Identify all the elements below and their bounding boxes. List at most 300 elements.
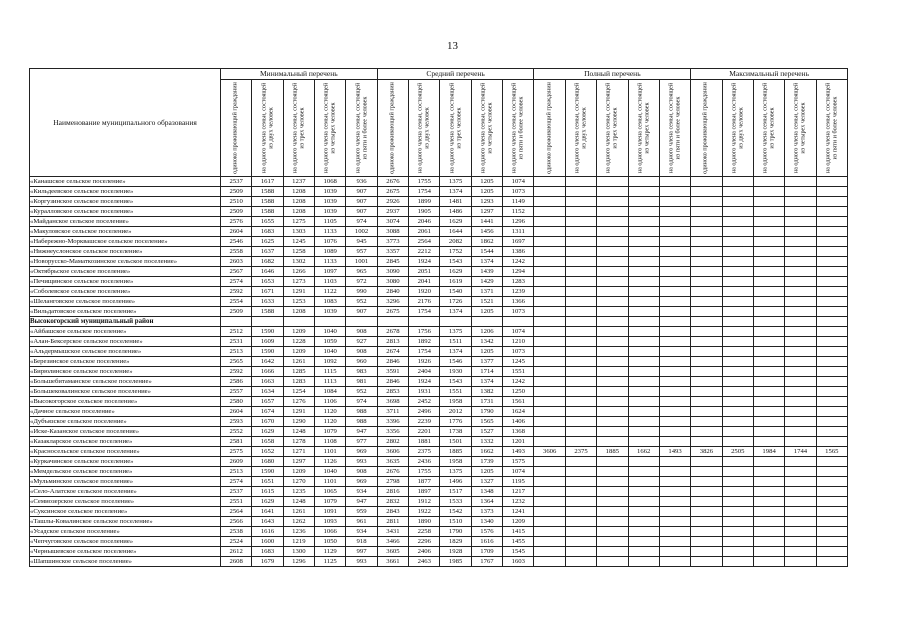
value-cell bbox=[785, 477, 816, 487]
value-cell bbox=[565, 437, 596, 447]
value-cell: 1205 bbox=[471, 177, 502, 187]
value-cell: 1931 bbox=[409, 387, 440, 397]
value-cell bbox=[659, 417, 690, 427]
value-cell: 1754 bbox=[409, 187, 440, 197]
subcolumn-header bbox=[221, 80, 252, 177]
value-cell bbox=[565, 537, 596, 547]
value-cell: 1375 bbox=[440, 467, 471, 477]
group-header: Средний перечень bbox=[377, 69, 534, 80]
value-cell: 2041 bbox=[409, 277, 440, 287]
value-cell: 1415 bbox=[503, 527, 534, 537]
value-cell: 1039 bbox=[315, 197, 346, 207]
value-cell bbox=[816, 257, 847, 267]
value-cell bbox=[565, 517, 596, 527]
subcolumn-label: на одного члена семьи, состоящей из двух человек bbox=[259, 82, 274, 174]
municipality-name: «Казакларское сельское поселение» bbox=[30, 437, 221, 447]
value-cell: 988 bbox=[346, 407, 377, 417]
value-cell bbox=[628, 257, 659, 267]
value-cell: 1239 bbox=[503, 287, 534, 297]
value-cell bbox=[785, 187, 816, 197]
value-cell: 2604 bbox=[221, 227, 252, 237]
value-cell bbox=[753, 537, 784, 547]
value-cell: 1546 bbox=[440, 357, 471, 367]
municipality-name: «Шеланговское сельское поселение» bbox=[30, 297, 221, 307]
value-cell: 1629 bbox=[440, 267, 471, 277]
value-cell bbox=[628, 277, 659, 287]
value-cell bbox=[597, 377, 628, 387]
table-row bbox=[30, 327, 848, 337]
group-header: Максимальный перечень bbox=[691, 69, 848, 80]
value-cell: 1590 bbox=[252, 347, 283, 357]
value-cell bbox=[722, 387, 753, 397]
municipality-name: «Алан-Бексерское сельское поселение» bbox=[30, 337, 221, 347]
value-cell bbox=[691, 547, 722, 557]
value-cell: 2609 bbox=[221, 457, 252, 467]
value-cell bbox=[597, 237, 628, 247]
value-cell bbox=[816, 467, 847, 477]
value-cell bbox=[722, 547, 753, 557]
value-cell: 1615 bbox=[252, 487, 283, 497]
municipality-name: Высокогорский муниципальный район bbox=[30, 317, 221, 327]
table-row bbox=[30, 337, 848, 347]
value-cell bbox=[597, 247, 628, 257]
value-cell: 3356 bbox=[377, 427, 408, 437]
value-cell: 1374 bbox=[440, 347, 471, 357]
value-cell bbox=[691, 257, 722, 267]
value-cell bbox=[659, 487, 690, 497]
value-cell: 1266 bbox=[283, 267, 314, 277]
value-cell bbox=[597, 297, 628, 307]
table-row bbox=[30, 467, 848, 477]
value-cell: 2510 bbox=[221, 197, 252, 207]
value-cell: 2452 bbox=[409, 397, 440, 407]
value-cell bbox=[597, 327, 628, 337]
value-cell: 1108 bbox=[315, 437, 346, 447]
value-cell bbox=[722, 397, 753, 407]
value-cell bbox=[816, 187, 847, 197]
value-cell: 1261 bbox=[283, 507, 314, 517]
value-cell bbox=[816, 177, 847, 187]
value-cell bbox=[534, 257, 565, 267]
value-cell: 3826 bbox=[691, 447, 722, 457]
table-row bbox=[30, 297, 848, 307]
value-cell: 1928 bbox=[440, 547, 471, 557]
value-cell: 1755 bbox=[409, 177, 440, 187]
value-cell: 1371 bbox=[471, 287, 502, 297]
value-cell bbox=[753, 557, 784, 567]
value-cell bbox=[785, 267, 816, 277]
table-row bbox=[30, 457, 848, 467]
value-cell bbox=[534, 507, 565, 517]
value-cell: 2843 bbox=[377, 507, 408, 517]
value-cell: 1373 bbox=[471, 507, 502, 517]
value-cell: 1496 bbox=[440, 477, 471, 487]
subcolumn-header bbox=[283, 80, 314, 177]
value-cell: 2463 bbox=[409, 557, 440, 567]
value-cell: 927 bbox=[346, 337, 377, 347]
municipality-name: «Коргузинское сельское поселение» bbox=[30, 197, 221, 207]
value-cell bbox=[597, 527, 628, 537]
value-cell bbox=[597, 397, 628, 407]
value-cell bbox=[753, 307, 784, 317]
value-cell: 1682 bbox=[252, 257, 283, 267]
value-cell bbox=[816, 477, 847, 487]
value-cell bbox=[753, 207, 784, 217]
value-cell: 1958 bbox=[440, 457, 471, 467]
value-cell: 1926 bbox=[409, 357, 440, 367]
value-cell bbox=[722, 297, 753, 307]
value-cell bbox=[534, 387, 565, 397]
value-cell bbox=[628, 557, 659, 567]
value-cell bbox=[534, 467, 565, 477]
value-cell bbox=[722, 427, 753, 437]
value-cell: 2496 bbox=[409, 407, 440, 417]
value-cell bbox=[565, 547, 596, 557]
value-cell bbox=[534, 297, 565, 307]
value-cell: 1653 bbox=[252, 277, 283, 287]
value-cell: 1985 bbox=[440, 557, 471, 567]
value-cell: 1129 bbox=[315, 547, 346, 557]
value-cell bbox=[565, 407, 596, 417]
value-cell: 2575 bbox=[221, 447, 252, 457]
value-cell: 2926 bbox=[377, 197, 408, 207]
value-cell bbox=[722, 507, 753, 517]
value-cell: 1633 bbox=[252, 297, 283, 307]
municipality-name: «Чернышевское сельское поселение» bbox=[30, 547, 221, 557]
value-cell: 3090 bbox=[377, 267, 408, 277]
value-cell bbox=[597, 357, 628, 367]
municipality-name: «Соболевское сельское поселение» bbox=[30, 287, 221, 297]
value-cell: 1590 bbox=[252, 327, 283, 337]
value-cell: 1293 bbox=[471, 197, 502, 207]
value-cell bbox=[597, 177, 628, 187]
value-cell bbox=[785, 237, 816, 247]
value-cell bbox=[753, 467, 784, 477]
value-cell bbox=[722, 457, 753, 467]
value-cell bbox=[785, 437, 816, 447]
value-cell bbox=[221, 317, 252, 327]
value-cell bbox=[659, 277, 690, 287]
value-cell bbox=[722, 517, 753, 527]
value-cell bbox=[659, 397, 690, 407]
value-cell bbox=[816, 427, 847, 437]
value-cell bbox=[659, 267, 690, 277]
value-cell: 1253 bbox=[283, 297, 314, 307]
value-cell: 1248 bbox=[283, 497, 314, 507]
value-cell bbox=[597, 517, 628, 527]
value-cell bbox=[659, 437, 690, 447]
table-row bbox=[30, 197, 848, 207]
value-cell: 1276 bbox=[283, 397, 314, 407]
value-cell bbox=[785, 517, 816, 527]
value-cell bbox=[785, 197, 816, 207]
value-cell: 1275 bbox=[283, 217, 314, 227]
value-cell bbox=[691, 237, 722, 247]
value-cell: 1209 bbox=[283, 347, 314, 357]
value-cell: 1089 bbox=[315, 247, 346, 257]
value-cell bbox=[659, 317, 690, 327]
group-header: Минимальный перечень bbox=[221, 69, 378, 80]
value-cell: 1739 bbox=[471, 457, 502, 467]
value-cell bbox=[816, 327, 847, 337]
value-cell: 969 bbox=[346, 447, 377, 457]
municipality-name: «Дачное сельское поселение» bbox=[30, 407, 221, 417]
value-cell: 2846 bbox=[377, 377, 408, 387]
value-cell: 960 bbox=[346, 357, 377, 367]
value-cell: 1754 bbox=[409, 307, 440, 317]
value-cell: 1050 bbox=[315, 537, 346, 547]
value-cell bbox=[753, 517, 784, 527]
value-cell bbox=[785, 357, 816, 367]
subcolumn-header bbox=[315, 80, 346, 177]
value-cell bbox=[722, 317, 753, 327]
value-cell bbox=[628, 307, 659, 317]
value-cell: 1551 bbox=[440, 387, 471, 397]
value-cell: 1543 bbox=[440, 377, 471, 387]
value-cell bbox=[565, 187, 596, 197]
value-cell bbox=[565, 327, 596, 337]
value-cell bbox=[816, 267, 847, 277]
value-cell bbox=[816, 497, 847, 507]
value-cell: 907 bbox=[346, 187, 377, 197]
value-cell bbox=[691, 337, 722, 347]
value-cell: 1493 bbox=[503, 447, 534, 457]
value-cell: 3088 bbox=[377, 227, 408, 237]
value-cell bbox=[691, 537, 722, 547]
value-cell: 1208 bbox=[283, 187, 314, 197]
value-cell bbox=[753, 227, 784, 237]
value-cell: 1726 bbox=[440, 297, 471, 307]
value-cell: 990 bbox=[346, 287, 377, 297]
value-cell: 2436 bbox=[409, 457, 440, 467]
subcolumn-header bbox=[659, 80, 690, 177]
value-cell bbox=[659, 357, 690, 367]
value-cell: 1368 bbox=[503, 427, 534, 437]
value-cell bbox=[534, 397, 565, 407]
value-cell: 1106 bbox=[315, 397, 346, 407]
subcolumn-header bbox=[503, 80, 534, 177]
value-cell: 2524 bbox=[221, 537, 252, 547]
value-cell: 1091 bbox=[315, 507, 346, 517]
value-cell: 972 bbox=[346, 277, 377, 287]
value-cell bbox=[597, 547, 628, 557]
value-cell bbox=[816, 457, 847, 467]
value-cell: 2012 bbox=[440, 407, 471, 417]
value-cell bbox=[597, 267, 628, 277]
table-row bbox=[30, 237, 848, 247]
value-cell: 1245 bbox=[283, 237, 314, 247]
value-cell: 2576 bbox=[221, 217, 252, 227]
value-cell: 997 bbox=[346, 547, 377, 557]
value-cell: 1125 bbox=[315, 557, 346, 567]
value-cell: 1101 bbox=[315, 477, 346, 487]
value-cell: 1540 bbox=[440, 287, 471, 297]
value-cell: 2586 bbox=[221, 377, 252, 387]
value-cell bbox=[534, 437, 565, 447]
value-cell: 2375 bbox=[409, 447, 440, 457]
value-cell bbox=[785, 467, 816, 477]
value-cell: 1629 bbox=[252, 497, 283, 507]
value-cell: 1374 bbox=[471, 257, 502, 267]
value-cell: 1209 bbox=[503, 517, 534, 527]
value-cell: 1248 bbox=[283, 427, 314, 437]
value-cell: 2604 bbox=[221, 407, 252, 417]
value-cell bbox=[534, 287, 565, 297]
value-cell: 2513 bbox=[221, 347, 252, 357]
subcolumn-label: на одного члена семьи, состоящей из пяти и более человек bbox=[667, 82, 682, 174]
table-row bbox=[30, 527, 848, 537]
subcolumn-label: на одного члена семьи, состоящей из трех человек bbox=[448, 82, 462, 174]
value-cell: 1958 bbox=[440, 397, 471, 407]
value-cell bbox=[597, 417, 628, 427]
value-cell bbox=[597, 187, 628, 197]
value-cell bbox=[565, 417, 596, 427]
value-cell bbox=[534, 227, 565, 237]
subcolumn-header bbox=[628, 80, 659, 177]
table-row bbox=[30, 277, 848, 287]
value-cell: 1374 bbox=[440, 187, 471, 197]
value-cell bbox=[565, 467, 596, 477]
value-cell bbox=[565, 377, 596, 387]
value-cell: 1658 bbox=[252, 437, 283, 447]
value-cell: 1565 bbox=[816, 447, 847, 457]
value-cell: 1073 bbox=[503, 187, 534, 197]
subcolumn-header bbox=[816, 80, 847, 177]
value-cell: 1283 bbox=[503, 277, 534, 287]
value-cell bbox=[659, 457, 690, 467]
value-cell: 1258 bbox=[283, 247, 314, 257]
value-cell: 1083 bbox=[315, 297, 346, 307]
value-cell: 2404 bbox=[409, 367, 440, 377]
value-cell bbox=[659, 477, 690, 487]
value-cell: 1616 bbox=[252, 527, 283, 537]
subcolumn-label: на одного члена семьи, состоящей из четырех человек bbox=[479, 82, 493, 174]
value-cell bbox=[628, 397, 659, 407]
value-cell: 2678 bbox=[377, 327, 408, 337]
value-cell: 2816 bbox=[377, 487, 408, 497]
value-cell: 3698 bbox=[377, 397, 408, 407]
value-cell bbox=[659, 517, 690, 527]
subcolumn-header bbox=[377, 80, 408, 177]
value-cell: 1375 bbox=[440, 177, 471, 187]
value-cell bbox=[722, 267, 753, 277]
value-cell: 2509 bbox=[221, 207, 252, 217]
value-cell bbox=[565, 397, 596, 407]
value-cell: 907 bbox=[346, 197, 377, 207]
value-cell: 2608 bbox=[221, 557, 252, 567]
value-cell: 988 bbox=[346, 417, 377, 427]
subcolumn-label: одиноко проживающий гражданин bbox=[702, 82, 710, 174]
subcolumn-header bbox=[409, 80, 440, 177]
value-cell: 1755 bbox=[409, 467, 440, 477]
value-cell bbox=[565, 347, 596, 357]
value-cell: 2375 bbox=[565, 447, 596, 457]
value-cell bbox=[534, 307, 565, 317]
value-cell: 1073 bbox=[503, 307, 534, 317]
value-cell: 1481 bbox=[440, 197, 471, 207]
value-cell: 2675 bbox=[377, 307, 408, 317]
value-cell bbox=[816, 487, 847, 497]
value-cell bbox=[628, 487, 659, 497]
value-cell: 1079 bbox=[315, 427, 346, 437]
value-cell: 1209 bbox=[283, 327, 314, 337]
value-cell: 1242 bbox=[503, 377, 534, 387]
value-cell: 1092 bbox=[315, 357, 346, 367]
value-cell: 1575 bbox=[503, 457, 534, 467]
municipality-name: «Новорусско-Маматкозинское сельское поселение» bbox=[30, 257, 221, 267]
value-cell bbox=[691, 227, 722, 237]
value-cell bbox=[534, 347, 565, 357]
subcolumn-label: одиноко проживающий гражданин bbox=[545, 82, 553, 174]
value-cell: 1892 bbox=[409, 337, 440, 347]
value-cell bbox=[753, 427, 784, 437]
value-cell bbox=[534, 317, 565, 327]
value-cell bbox=[816, 317, 847, 327]
value-cell bbox=[753, 267, 784, 277]
value-cell: 3661 bbox=[377, 557, 408, 567]
value-cell bbox=[597, 197, 628, 207]
municipality-name: «Набережно-Морквашское сельское поселение» bbox=[30, 237, 221, 247]
subcolumn-header bbox=[346, 80, 377, 177]
value-cell: 3296 bbox=[377, 297, 408, 307]
municipality-name: «Печищинское сельское поселение» bbox=[30, 277, 221, 287]
value-cell: 1271 bbox=[283, 447, 314, 457]
value-cell: 1208 bbox=[283, 207, 314, 217]
value-cell bbox=[816, 377, 847, 387]
value-cell: 1079 bbox=[315, 497, 346, 507]
value-cell: 1261 bbox=[283, 357, 314, 367]
value-cell: 2061 bbox=[409, 227, 440, 237]
value-cell: 1922 bbox=[409, 507, 440, 517]
value-cell bbox=[534, 457, 565, 467]
value-cell: 1429 bbox=[471, 277, 502, 287]
value-cell: 2676 bbox=[377, 177, 408, 187]
subcolumn-label: на одного члена семьи, состоящей из двух человек bbox=[573, 82, 587, 174]
municipality-name: «Семиозерское сельское поселение» bbox=[30, 497, 221, 507]
value-cell: 1040 bbox=[315, 347, 346, 357]
value-cell bbox=[565, 487, 596, 497]
value-cell bbox=[753, 547, 784, 557]
value-cell bbox=[816, 297, 847, 307]
municipality-name: «Дубъязское сельское поселение» bbox=[30, 417, 221, 427]
value-cell bbox=[565, 477, 596, 487]
table-row bbox=[30, 407, 848, 417]
value-cell bbox=[565, 357, 596, 367]
value-cell: 1744 bbox=[785, 447, 816, 457]
table-row bbox=[30, 367, 848, 377]
value-cell bbox=[691, 427, 722, 437]
value-cell bbox=[691, 507, 722, 517]
value-cell: 1600 bbox=[252, 537, 283, 547]
value-cell bbox=[785, 217, 816, 227]
value-cell bbox=[753, 377, 784, 387]
value-cell bbox=[753, 277, 784, 287]
table-row bbox=[30, 247, 848, 257]
value-cell: 1296 bbox=[283, 557, 314, 567]
value-cell bbox=[565, 287, 596, 297]
value-cell: 2406 bbox=[409, 547, 440, 557]
value-cell: 1201 bbox=[503, 437, 534, 447]
value-cell bbox=[628, 507, 659, 517]
value-cell bbox=[628, 547, 659, 557]
value-cell bbox=[628, 357, 659, 367]
value-cell: 1205 bbox=[471, 187, 502, 197]
value-cell: 1714 bbox=[471, 367, 502, 377]
value-cell bbox=[785, 537, 816, 547]
value-cell: 1285 bbox=[283, 367, 314, 377]
value-cell bbox=[565, 307, 596, 317]
value-cell bbox=[722, 557, 753, 567]
